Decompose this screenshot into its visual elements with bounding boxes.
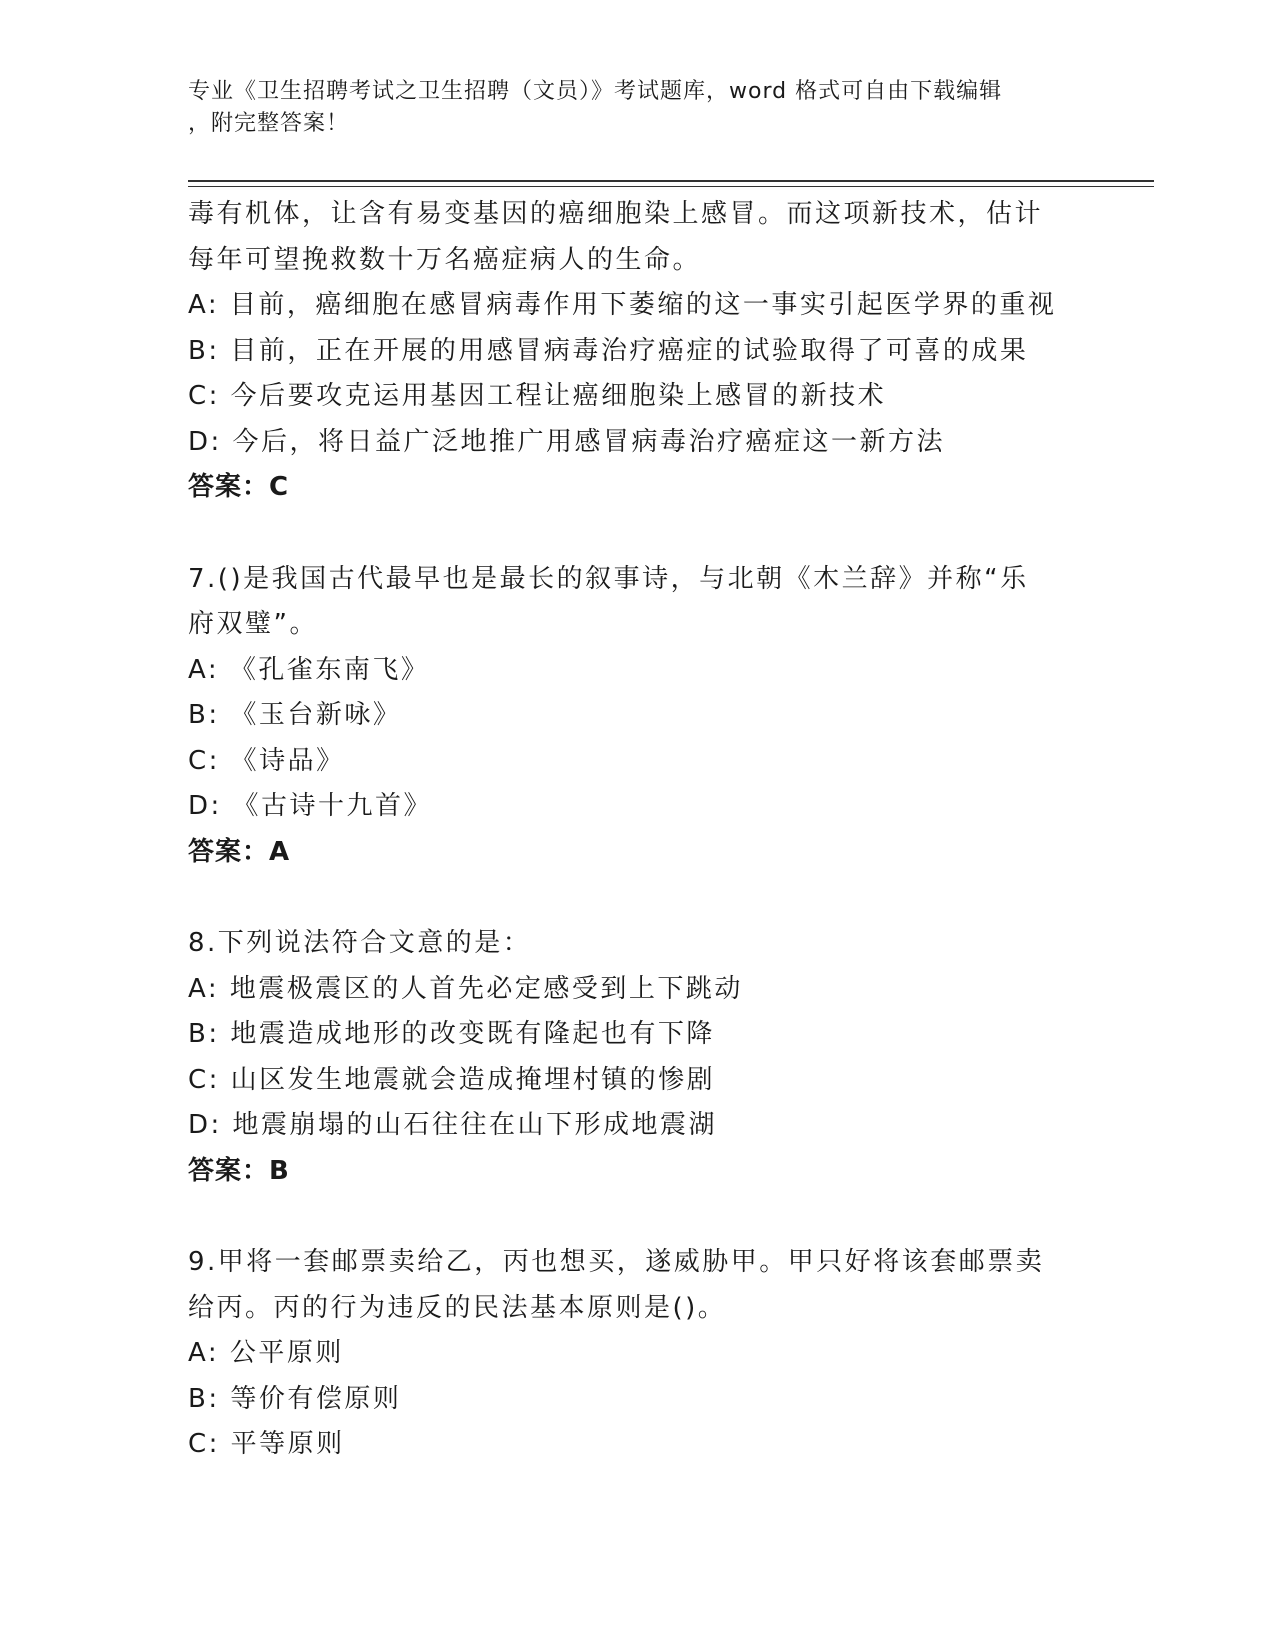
question-stem-line: 8.下列说法符合文意的是： [188,928,532,958]
question-stem-line: 7.()是我国古代最早也是最长的叙事诗，与北朝《木兰辞》并称“乐 [188,563,1029,594]
spacer [188,1194,1088,1240]
option-b: B: 地震造成地形的改变既有隆起也有下降 [188,1019,715,1049]
question-stem-line: 每年可望挽救数十万名癌症病人的生命。 [188,244,702,275]
option-d: D: 地震崩塌的山石往往在山下形成地震湖 [188,1110,718,1140]
answer-line: 答案：C [188,472,290,502]
question-stem-line: 府双璧”。 [188,609,318,639]
question-stem-line: 毒有机体，让含有易变基因的癌细胞染上感冒。而这项新技术，估计 [188,199,1044,229]
option-d: D: 《古诗十九首》 [188,791,433,821]
question-stem-line: 给丙。丙的行为违反的民法基本原则是()。 [188,1292,727,1323]
option-c: C: 今后要攻克运用基因工程让癌细胞染上感冒的新技术 [188,381,887,411]
question-6 [188,192,1088,511]
option-a: A: 地震极震区的人首先必定感受到上下跳动 [188,973,743,1004]
option-c: C: 山区发生地震就会造成掩埋村镇的惨剧 [188,1064,716,1095]
option-c: C: 平等原则 [188,1429,345,1459]
question-7 [188,557,1088,876]
page-header [188,76,1088,140]
spacer [188,875,1088,921]
option-b: B: 等价有偿原则 [188,1383,402,1414]
option-d: D: 今后，将日益广泛地推广用感冒病毒治疗癌症这一新方法 [188,426,946,457]
header-rule-thin [188,186,1154,187]
option-a: A: 目前，癌细胞在感冒病毒作用下萎缩的这一事实引起医学界的重视 [188,290,1057,320]
spacer [188,511,1088,557]
header-title-line-2: ，附完整答案！ [188,111,350,136]
answer-line: 答案：A [188,836,291,867]
option-c: C: 《诗品》 [188,745,345,776]
option-b: B: 《玉台新咏》 [188,700,402,730]
option-b: B: 目前，正在开展的用感冒病毒治疗癌症的试验取得了可喜的成果 [188,335,1029,366]
document-body [188,192,1088,1468]
question-8 [188,921,1088,1194]
question-stem-line: 9.甲将一套邮票卖给乙，丙也想买，遂威胁甲。甲只好将该套邮票卖 [188,1247,1045,1277]
option-a: A: 《孔雀东南飞》 [188,654,430,685]
question-9 [188,1240,1088,1468]
header-rule-thick [188,180,1154,182]
answer-line: 答案：B [188,1155,290,1186]
header-title-line-1: 专业《卫生招聘考试之卫生招聘（文员）》考试题库，word 格式可自由下载编辑 [188,79,1003,104]
option-a: A: 公平原则 [188,1338,344,1368]
